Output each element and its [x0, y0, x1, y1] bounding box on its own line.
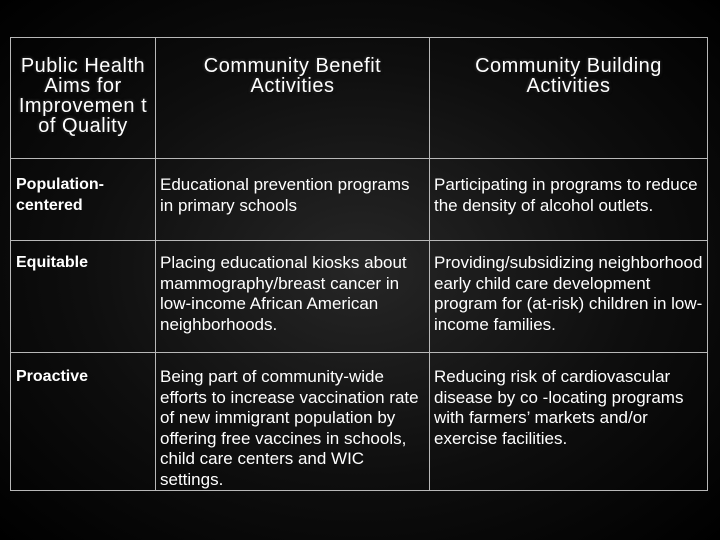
- header-row: [11, 38, 708, 159]
- table-row: [11, 159, 708, 241]
- aim-cell: Equitable: [11, 241, 156, 353]
- header-community-building: Community Building Activities: [430, 38, 708, 159]
- benefit-cell: Educational prevention programs in primary schools: [156, 159, 430, 241]
- benefit-cell: Being part of community-wide efforts to increase vaccination rate of new immigrant population by offering free vaccines in schools, child care centers and WIC settings.: [156, 353, 430, 491]
- header-public-health-aims: Public Health Aims for Improvemen t of Quality: [11, 38, 156, 159]
- building-cell: Providing/subsidizing neighborhood early child care development program for (at-risk) children in low-income families.: [430, 241, 708, 353]
- table-row: [11, 353, 708, 491]
- building-cell: Reducing risk of cardiovascular disease by co -locating programs with farmers’ markets and/or exercise facilities.: [430, 353, 708, 491]
- benefit-cell: Placing educational kiosks about mammography/breast cancer in low-income African American neighborhoods.: [156, 241, 430, 353]
- table-row: [11, 241, 708, 353]
- aim-cell: Population-centered: [11, 159, 156, 241]
- aims-activities-table: [10, 37, 708, 491]
- building-cell: Participating in programs to reduce the density of alcohol outlets.: [430, 159, 708, 241]
- aim-cell: Proactive: [11, 353, 156, 491]
- header-community-benefit: Community Benefit Activities: [156, 38, 430, 159]
